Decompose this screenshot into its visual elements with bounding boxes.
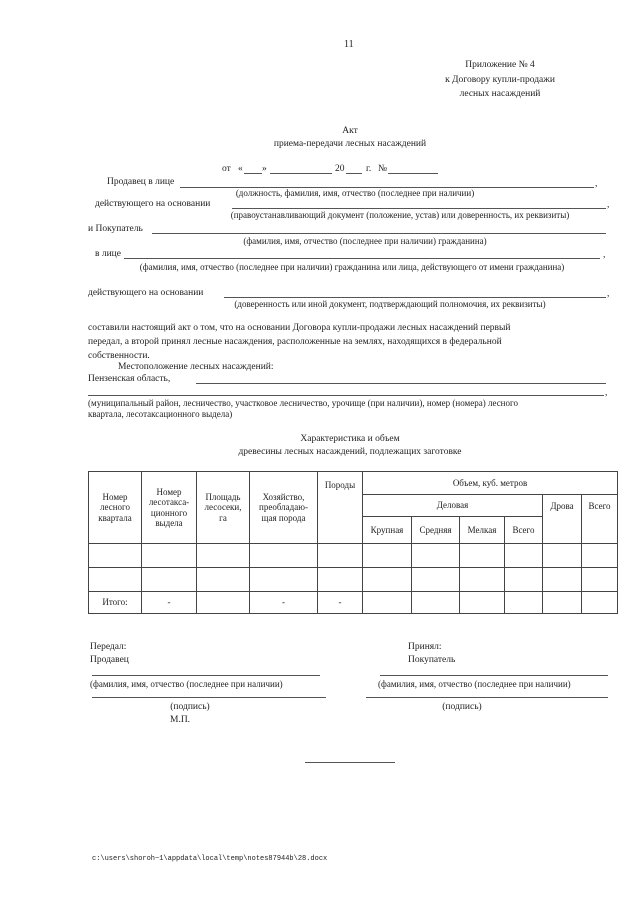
col-species-header: Породы (318, 472, 363, 544)
date-year-suffix: г. (366, 164, 372, 174)
acting-basis2-comma: , (607, 289, 610, 299)
col-business-header: Деловая (363, 495, 543, 517)
col-unit-line-3: ционного (150, 507, 188, 518)
sub-total-header: Всего (505, 517, 543, 544)
date-open-quote: « (238, 164, 243, 174)
buyer-label: и Покупатель (88, 224, 143, 234)
table-cell[interactable] (543, 544, 582, 568)
table-cell[interactable] (543, 568, 582, 592)
person-comma: , (603, 250, 606, 260)
seller-signature-field[interactable] (92, 697, 326, 698)
annex-line-3: лесных насаждений (459, 89, 541, 99)
annex-line-1: Приложение № 4 (465, 60, 535, 70)
buyer-hint: (фамилия, имя, отчество (последнее при наличии) гражданина) (243, 236, 487, 246)
total-label: Итого: (89, 592, 142, 614)
location-field-2[interactable] (88, 395, 604, 396)
col-volume-header: Объем, куб. метров (363, 472, 618, 495)
table-cell[interactable] (412, 544, 460, 568)
table-row (89, 568, 618, 592)
location-label: Местоположение лесных насаждений: (118, 362, 274, 372)
total-area-cell[interactable] (197, 592, 250, 614)
acting-basis-label: действующего на основании (95, 199, 211, 209)
location-field-1[interactable] (196, 383, 606, 384)
table-cell[interactable] (543, 592, 582, 614)
date-day-field[interactable] (244, 173, 262, 174)
date-month-field[interactable] (270, 173, 332, 174)
para-line-3: собственности. (88, 351, 150, 361)
act-subtitle: приема-передачи лесных насаждений (273, 139, 427, 149)
seller-hint: (должность, фамилия, имя, отчество (последнее при наличии) (235, 188, 475, 198)
seller-name-field[interactable] (92, 675, 320, 676)
col-farm-line-2: преобладаю- (259, 502, 308, 513)
buyer-signature-field[interactable] (366, 697, 608, 698)
table-cell[interactable] (89, 544, 142, 568)
person-hint: (фамилия, имя, отчество (последнее при наличии) гражданина или лица, действующего от имени гражданина) (139, 262, 565, 272)
seller-signature-hint: (подпись) (170, 702, 210, 712)
col-unit-line-2: лесотакса- (148, 497, 190, 508)
annex-line-2: к Договору купли-продажи (445, 75, 555, 85)
table-cell[interactable] (582, 544, 618, 568)
col-farm-header (250, 472, 318, 544)
para-line-1: составили настоящий акт о том, что на основании Договора купли-продажи лесных насаждений первый (88, 323, 511, 333)
sub-small-header: Мелкая (460, 517, 505, 544)
person-label: в лице (95, 249, 121, 259)
table-cell[interactable] (197, 544, 250, 568)
sub-medium-header: Средняя (412, 517, 460, 544)
col-area-header (197, 472, 250, 544)
table-cell[interactable] (250, 568, 318, 592)
table-cell[interactable] (460, 544, 505, 568)
stamp-mark: М.П. (170, 715, 191, 725)
col-firewood-header: Дрова (543, 495, 582, 544)
para-line-2: передал, а второй принял лесные насаждения, расположенные на землях, находящихся в федеральной (88, 337, 502, 347)
table-cell[interactable] (505, 568, 543, 592)
buyer-name-field[interactable] (380, 675, 608, 676)
col-total-header: Всего (582, 495, 618, 544)
date-year-field[interactable] (346, 173, 362, 174)
volume-table (88, 471, 618, 614)
col-farm-line-3: щая порода (261, 512, 306, 523)
location-hint-line-1: (муниципальный район, лесничество, участковое лесничество, урочище (при наличии), номер (номера) лесного (88, 398, 518, 408)
location-comma: , (605, 388, 608, 398)
col-area-line-1: Площадь (205, 492, 241, 503)
seller-signature-label: Продавец (90, 655, 129, 665)
col-quarter-line-3: квартала (98, 512, 132, 523)
table-cell[interactable] (142, 544, 197, 568)
date-close-quote: » (262, 164, 267, 174)
col-unit-line-4: выдела (155, 517, 183, 528)
total-species-dash: - (318, 592, 363, 614)
table-cell[interactable] (363, 592, 412, 614)
total-row (89, 592, 618, 614)
seller-comma: , (595, 179, 598, 189)
col-farm-line-1: Хозяйство, (262, 492, 305, 503)
acting-basis-comma: , (607, 200, 610, 210)
table-cell[interactable] (460, 592, 505, 614)
date-number-sign: № (378, 164, 388, 174)
table-cell[interactable] (318, 544, 363, 568)
date-from: от (222, 164, 231, 174)
buyer-field[interactable] (152, 233, 606, 234)
table-cell[interactable] (142, 568, 197, 592)
table-subtitle: древесины лесных насаждений, подлежащих заготовке (238, 447, 462, 457)
location-hint-line-2: квартала, лесотаксационного выдела) (88, 409, 233, 419)
table-cell[interactable] (89, 568, 142, 592)
buyer-signature-label: Покупатель (408, 655, 456, 665)
buyer-signature-hint: (подпись) (442, 702, 482, 712)
table-cell[interactable] (412, 568, 460, 592)
table-title: Характеристика и объем (300, 434, 400, 444)
col-area-line-2: лесосеки, (204, 502, 242, 513)
total-farm-dash: - (250, 592, 318, 614)
acting-basis2-field[interactable] (224, 297, 606, 298)
table-cell[interactable] (250, 544, 318, 568)
handed-label: Передал: (90, 642, 127, 652)
table-cell[interactable] (197, 568, 250, 592)
table-cell[interactable] (412, 592, 460, 614)
end-separator (305, 762, 395, 763)
act-number-field[interactable] (388, 173, 438, 174)
acting-basis-hint: (правоустанавливающий документ (положение, устав) или доверенность, их реквизиты) (230, 210, 570, 220)
act-title: Акт (342, 126, 358, 136)
total-unit-dash: - (142, 592, 197, 614)
accepted-label: Принял: (408, 642, 442, 652)
acting-basis2-hint: (доверенность или иной документ, подтверждающий полномочия, их реквизиты) (234, 299, 546, 309)
table-cell[interactable] (318, 568, 363, 592)
table-row (89, 544, 618, 568)
col-quarter-header (89, 472, 142, 544)
buyer-name-hint: (фамилия, имя, отчество (последнее при наличии) (378, 679, 571, 689)
table-cell[interactable] (363, 568, 412, 592)
acting-basis-field[interactable] (232, 208, 606, 209)
table-cell[interactable] (460, 568, 505, 592)
region-label: Пензенская область, (88, 374, 171, 384)
table-cell[interactable] (363, 544, 412, 568)
seller-label: Продавец в лице (107, 177, 175, 187)
col-quarter-line-2: лесного (100, 502, 130, 513)
table-cell[interactable] (505, 592, 543, 614)
person-field[interactable] (124, 258, 600, 259)
table-cell[interactable] (582, 568, 618, 592)
seller-name-hint: (фамилия, имя, отчество (последнее при наличии) (90, 679, 283, 689)
page-number: 11 (344, 39, 354, 50)
date-year-prefix: 20 (335, 164, 345, 174)
acting-basis2-label: действующего на основании (88, 288, 204, 298)
table-cell[interactable] (505, 544, 543, 568)
col-unit-line-1: Номер (156, 487, 182, 498)
footer-file-path: c:\users\shoroh~1\appdata\local\temp\notes87944b\28.docx (92, 855, 328, 863)
sub-large-header: Крупная (363, 517, 412, 544)
col-quarter-line-1: Номер (102, 492, 128, 503)
table-cell[interactable] (582, 592, 618, 614)
col-area-line-3: га (219, 512, 227, 523)
col-unit-header (142, 472, 197, 544)
